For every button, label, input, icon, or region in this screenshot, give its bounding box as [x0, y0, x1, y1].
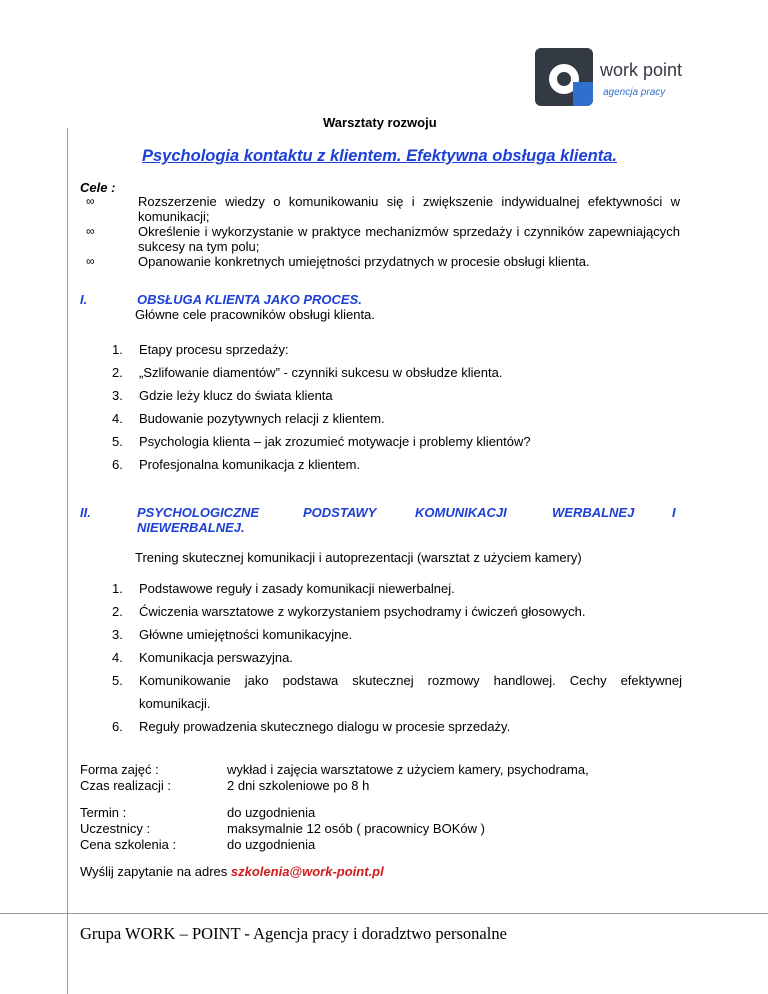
- email-link[interactable]: szkolenia@work-point.pl: [230, 864, 384, 879]
- info-values-1: [227, 762, 589, 794]
- section-2-title-line2: NIEWERBALNEJ.: [137, 520, 245, 535]
- section-2-number: II.: [80, 505, 91, 520]
- bullet-icon: ∞: [86, 254, 95, 268]
- goal-item: ∞ Określenie i wykorzystanie w praktyce mechanizmów sprzedaży i czynników zapewniających sukcesy na tym polu;: [86, 224, 680, 254]
- goal-item: ∞ Opanowanie konkretnych umiejętności przydatnych w procesie obsługi klienta.: [86, 254, 590, 269]
- time-label: Czas realizacji :: [80, 778, 172, 793]
- time-value: 2 dni szkoleniowe po 8 h: [227, 778, 370, 793]
- goals-label: Cele :: [80, 180, 116, 195]
- section-1-title: OBSŁUGA KLIENTA JAKO PROCES.: [137, 292, 362, 307]
- left-margin-line: [67, 128, 68, 994]
- footer-text: Grupa WORK – POINT - Agencja pracy i doradztwo personalne: [80, 924, 507, 943]
- logo-name: work point: [600, 60, 683, 80]
- info-values-2: [227, 805, 485, 853]
- logo-mark-icon: [535, 48, 593, 106]
- section-2-title-word: PODSTAWY: [303, 505, 377, 520]
- term-value: do uzgodnienia: [227, 805, 316, 820]
- bullet-icon: ∞: [86, 224, 95, 238]
- participants-value: maksymalnie 12 osób ( pracownicy BOKów ): [227, 821, 485, 836]
- section-2-title-word: KOMUNIKACJI: [415, 505, 507, 520]
- section-2-title-word: PSYCHOLOGICZNE: [137, 505, 260, 520]
- logo-subtitle: agencja pracy: [603, 87, 666, 98]
- company-logo: [535, 48, 683, 106]
- participants-label: Uczestnicy :: [80, 821, 151, 836]
- info-labels-2: [80, 805, 176, 853]
- goal-item: ∞ Rozszerzenie wiedzy o komunikowaniu się i zwiększenie indywidualnej efektywności w komunikacji;: [86, 194, 680, 224]
- section-2-subtitle: Trening skutecznej komunikacji i autoprezentacji (warsztat z użyciem kamery): [135, 550, 582, 565]
- bullet-icon: ∞: [86, 194, 95, 208]
- section-1-subtitle: Główne cele pracowników obsługi klienta.: [135, 307, 375, 322]
- footer-divider: [0, 913, 768, 914]
- inquiry-line: [80, 864, 384, 879]
- inquiry-text: Wyślij zapytanie na adres: [80, 864, 231, 879]
- document-title: Psychologia kontaktu z klientem. Efektywna obsługa klienta.: [142, 147, 617, 165]
- form-label: Forma zajęć :: [80, 762, 159, 777]
- section-2-title-word: WERBALNEJ: [552, 505, 635, 520]
- info-labels-1: [80, 762, 171, 794]
- document-subtitle: Warsztaty rozwoju: [323, 115, 437, 130]
- price-value: do uzgodnienia: [227, 837, 316, 852]
- section-2-title-word: I: [672, 505, 676, 520]
- section-1-number: I.: [80, 292, 88, 307]
- price-label: Cena szkolenia :: [80, 837, 177, 852]
- form-value: wykład i zajęcia warsztatowe z użyciem kamery, psychodrama,: [227, 762, 589, 777]
- goals-list: [80, 194, 680, 269]
- term-label: Termin :: [80, 805, 127, 820]
